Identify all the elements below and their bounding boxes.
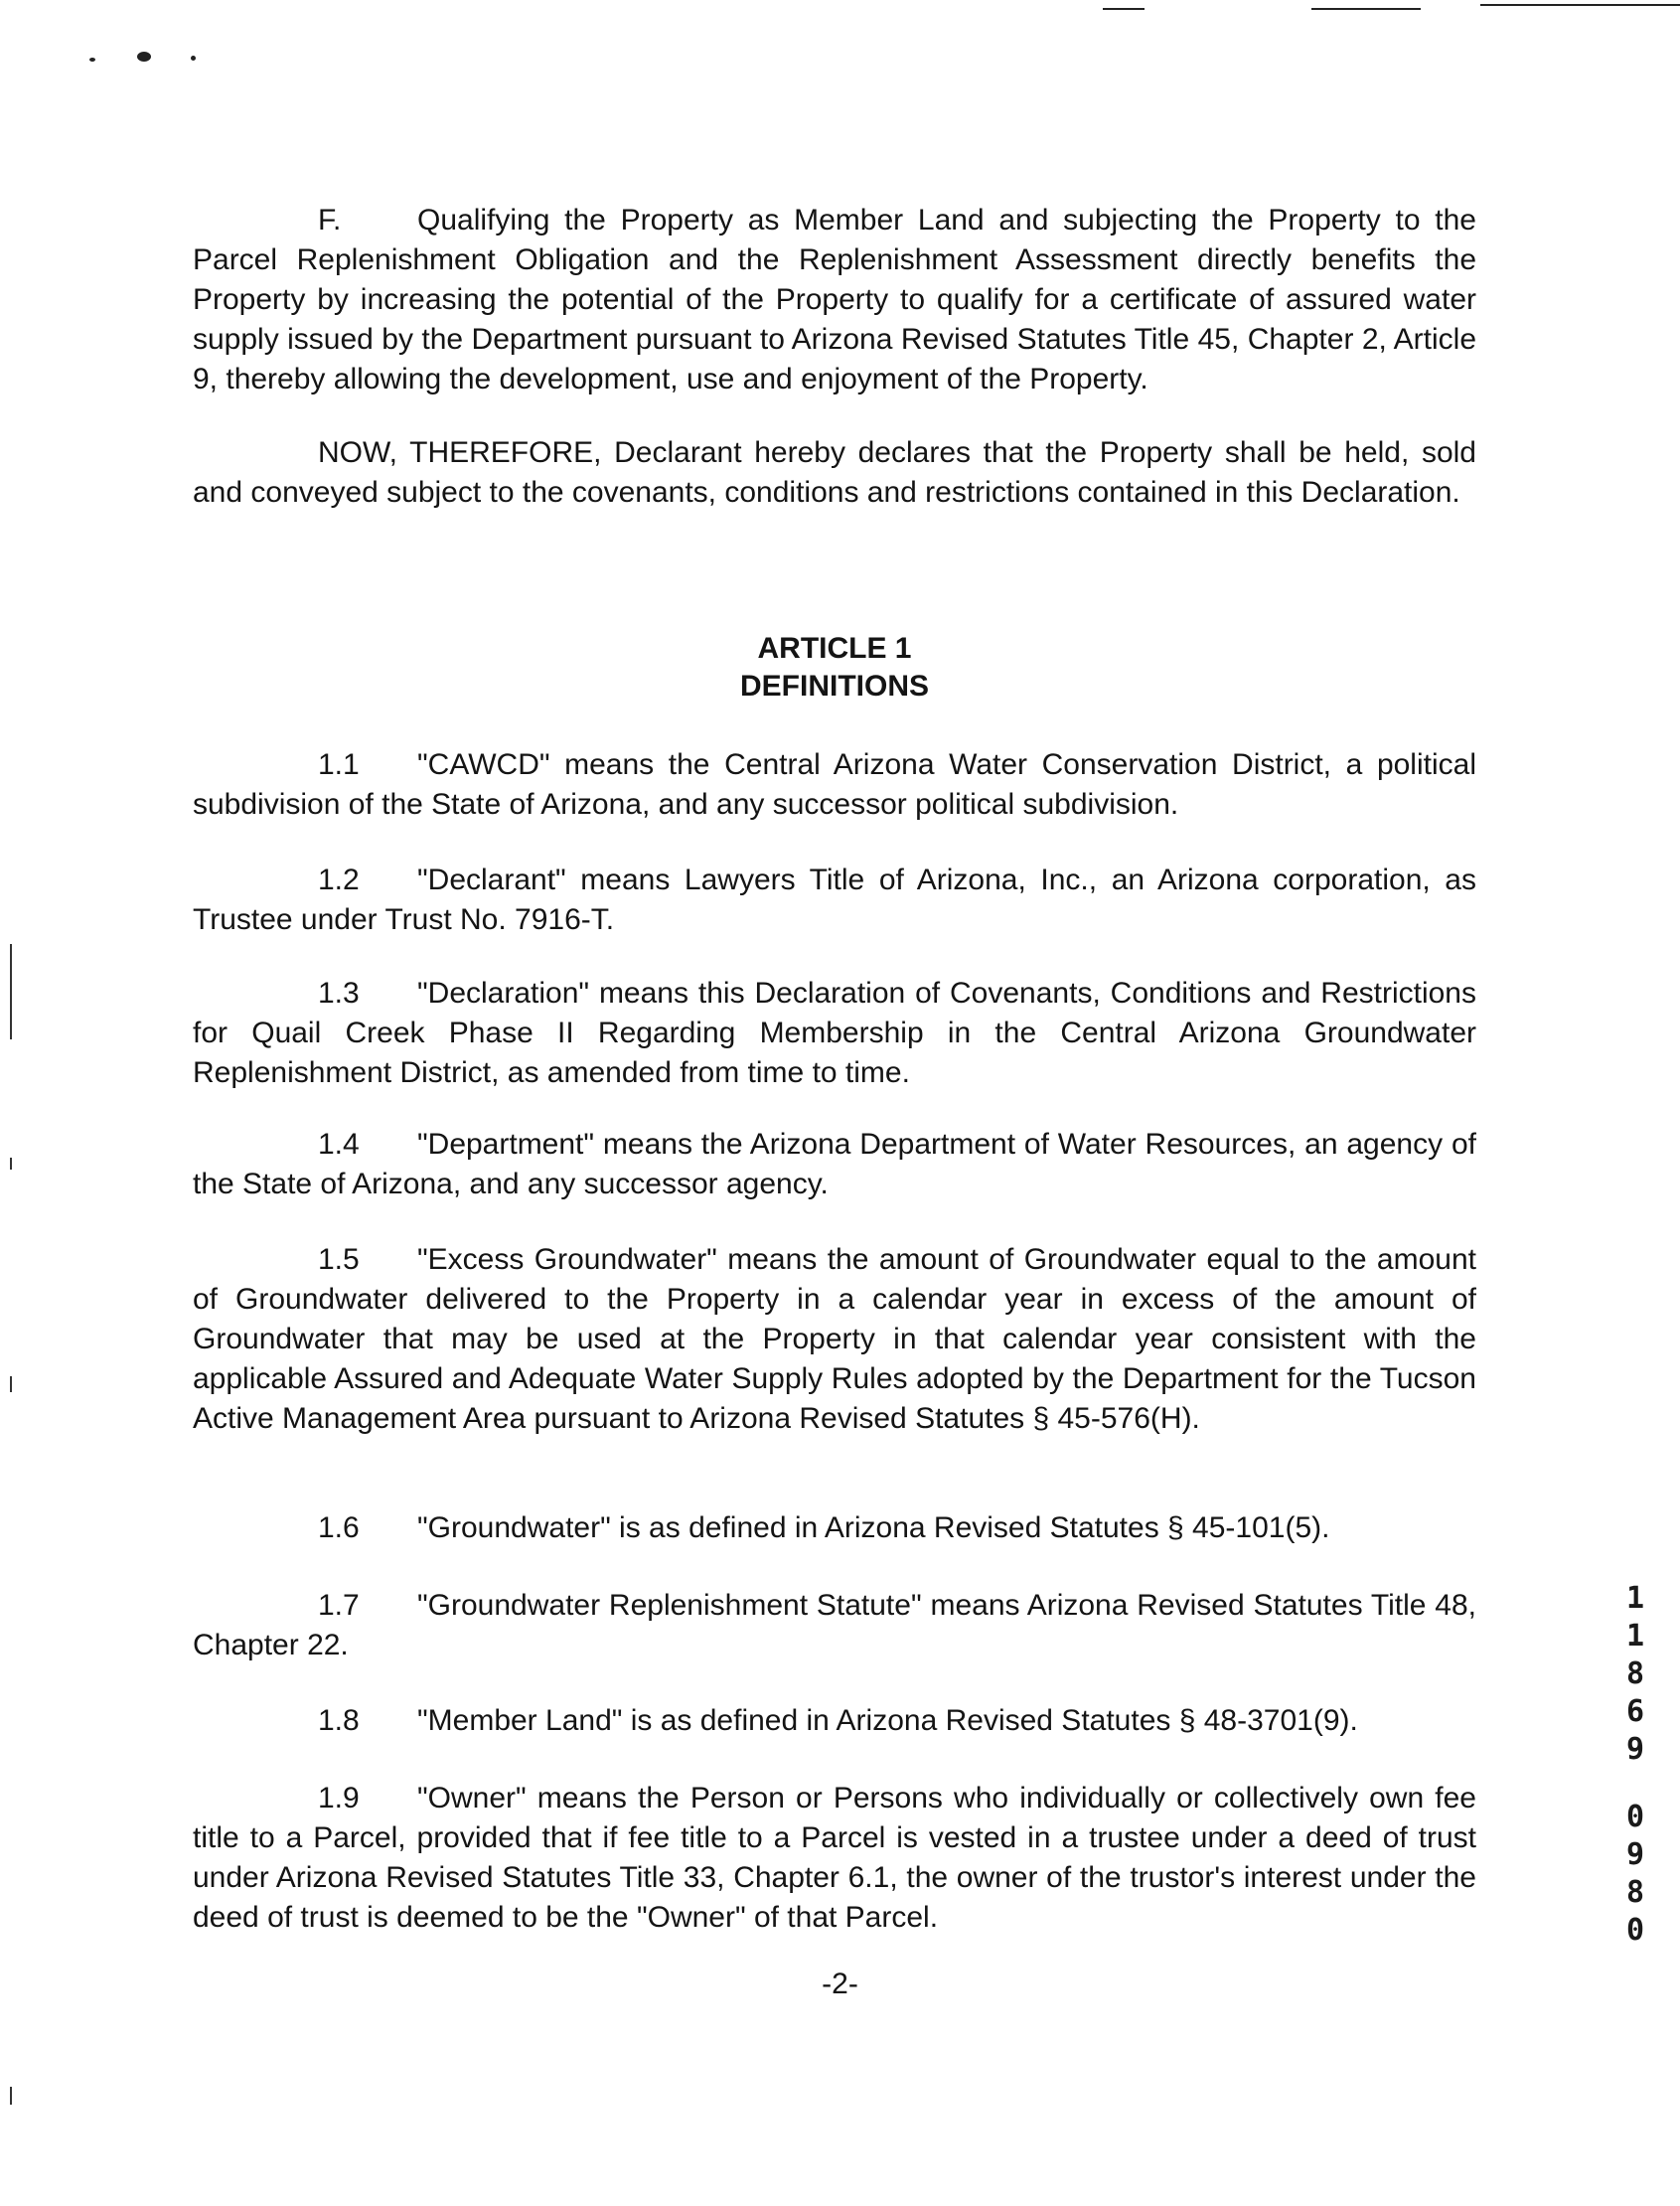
- article-number: ARTICLE 1: [757, 632, 912, 665]
- definition-text: "Excess Groundwater" means the amount of Groundwater equal to the amount of Groundwater delivered to the Property in a calendar year in excess of the amount of Groundwater that may be used at the Property in that calendar year consistent with the applicable Assured and Adequate Water Supply Rules adopted by the Department for the Tucson Active Management Area pursuant to Arizona Revised Statutes § 45-576(H).: [193, 1243, 1476, 1435]
- definition-item: [193, 1240, 1476, 1439]
- definition-number: 1.7: [318, 1589, 360, 1622]
- scan-margin-line: [10, 1376, 12, 1392]
- definition-number: 1.1: [318, 748, 360, 781]
- scan-margin-line: [10, 1158, 12, 1170]
- scan-margin-line: [10, 2087, 12, 2105]
- stamp-digit: 8: [1625, 1875, 1645, 1910]
- paragraph-f-text: Qualifying the Property as Member Land and subjecting the Property to the Parcel Replenishment Obligation and the Replenishment Assessment directly benefits the Property by increasing the potential of the Property to qualify for a certificate of assured water supply issued by the Department pursuant to Arizona Revised Statutes Title 45, Chapter 2, Article 9, thereby allowing the development, use and enjoyment of the Property.: [193, 204, 1476, 395]
- stamp-digit: 1: [1625, 1581, 1645, 1616]
- scan-rule-top-1: [1103, 8, 1145, 10]
- stamp-digit: 8: [1625, 1656, 1645, 1691]
- paragraph-f-label: F.: [318, 204, 342, 236]
- definition-text: "Declarant" means Lawyers Title of Arizona, Inc., an Arizona corporation, as Trustee under Trust No. 7916-T.: [193, 864, 1476, 936]
- definition-item: [193, 1701, 1476, 1741]
- scan-speck: [191, 56, 196, 61]
- definition-text: "Declaration" means this Declaration of Covenants, Conditions and Restrictions for Quail Creek Phase II Regarding Membership in the Central Arizona Groundwater Replenishment District, as amended from time to time.: [193, 977, 1476, 1089]
- definition-number: 1.5: [318, 1243, 360, 1276]
- definition-text: "Owner" means the Person or Persons who individually or collectively own fee title to a Parcel, provided that if fee title to a Parcel is vested in a trustee under a deed of trust under Arizona Revised Statutes Title 33, Chapter 6.1, the owner of the trustor's interest under the deed of trust is deemed to be the "Owner" of that Parcel.: [193, 1782, 1476, 1934]
- scan-speck: [89, 58, 95, 62]
- scan-margin-line: [10, 944, 12, 1039]
- stamp-digit: 9: [1625, 1837, 1645, 1872]
- definition-text: "Groundwater Replenishment Statute" means Arizona Revised Statutes Title 48, Chapter 22.: [193, 1589, 1476, 1661]
- scan-speck: [137, 52, 151, 62]
- definition-number: 1.9: [318, 1782, 360, 1814]
- stamp-digit: 6: [1625, 1694, 1645, 1729]
- definition-number: 1.8: [318, 1704, 360, 1737]
- now-therefore-paragraph: [193, 433, 1476, 513]
- stamp-digit: 1: [1625, 1619, 1645, 1654]
- definition-item: [193, 745, 1476, 825]
- scan-rule-top-3: [1480, 4, 1680, 6]
- now-therefore-text: NOW, THEREFORE, Declarant hereby declares that the Property shall be held, sold and conveyed subject to the covenants, conditions and restrictions contained in this Declaration.: [193, 436, 1476, 509]
- definition-item: [193, 1779, 1476, 1938]
- definition-text: "Groundwater" is as defined in Arizona Revised Statutes § 45-101(5).: [417, 1511, 1330, 1544]
- paragraph-f: [193, 201, 1476, 399]
- definition-number: 1.6: [318, 1511, 360, 1544]
- recording-stamp: [1617, 1580, 1653, 1950]
- page-number: -2-: [822, 1968, 858, 2000]
- definition-item: [193, 1508, 1476, 1548]
- definition-text: "Member Land" is as defined in Arizona Revised Statutes § 48-3701(9).: [417, 1704, 1358, 1737]
- article-title: DEFINITIONS: [739, 670, 929, 703]
- stamp-digit: 9: [1625, 1732, 1645, 1767]
- scan-rule-top-2: [1311, 8, 1421, 10]
- definition-item: [193, 1586, 1476, 1665]
- definition-number: 1.2: [318, 864, 360, 896]
- stamp-digit: 0: [1625, 1913, 1645, 1948]
- stamp-digit: 0: [1625, 1800, 1645, 1834]
- definition-number: 1.4: [318, 1128, 360, 1161]
- definition-item: [193, 1125, 1476, 1204]
- definition-item: [193, 974, 1476, 1093]
- definition-number: 1.3: [318, 977, 360, 1010]
- definition-item: [193, 861, 1476, 940]
- definition-text: "CAWCD" means the Central Arizona Water Conservation District, a political subdivision of the State of Arizona, and any successor political subdivision.: [193, 748, 1476, 821]
- definition-text: "Department" means the Arizona Department of Water Resources, an agency of the State of Arizona, and any successor agency.: [193, 1128, 1476, 1200]
